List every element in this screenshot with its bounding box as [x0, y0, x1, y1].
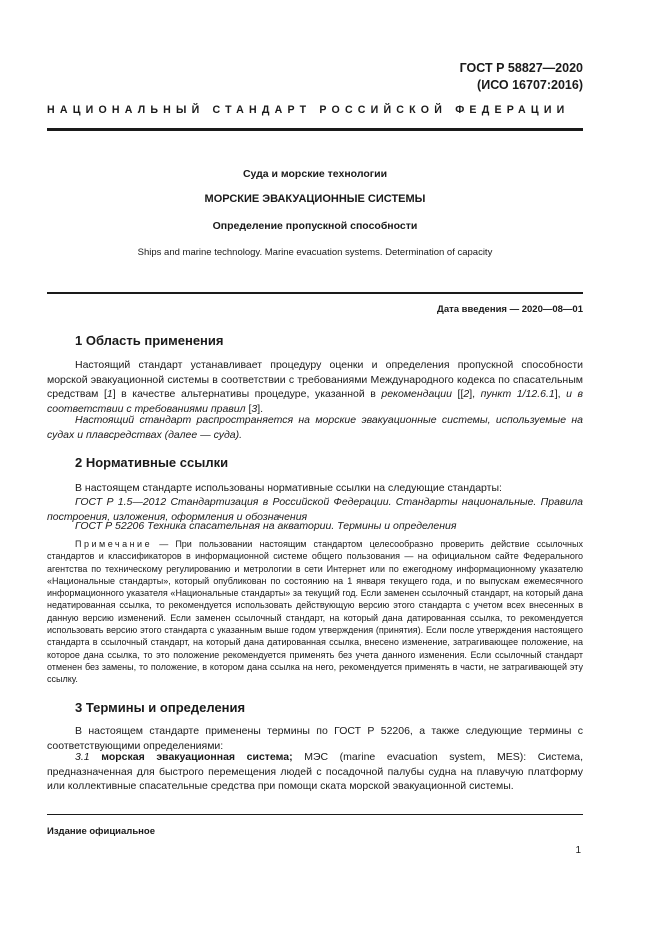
- recommendation-word: рекомендации: [381, 388, 452, 400]
- text-segment: ].: [257, 402, 264, 415]
- text-segment: ],: [469, 388, 481, 400]
- section-3-heading: 3 Термины и определения: [75, 700, 246, 715]
- note-text: — При пользовании настоящим стандартом целесообразно проверить действие ссылочных стандартов и классификаторов в информационной системе общего пользования — на официальном сайте Федерального агентства по техническому регулированию и метрологии в сети Интернет или по ежегодному информационному указателю «Национальные стандарты», который опубликован по состоянию на 1 января текущего года, и по выпускам ежемесячного информационного указателя «Национальные стандарты» за текущий год. Если заменен ссылочный стандарт, на который дана недатированная ссылка, то рекомендуется использовать действующую версию этого стандарта с учетом всех внесенных в данную версию изменений. Если заменен ссылочный стандарт, на который дана датированная ссылка, то рекомендуется использовать версию этого стандарта с указанным выше годом утверждения (принятия). Если после утверждения настоящего стандарта в ссылочный стандарт, на который дана датированная ссылка, внесено изменение, затрагивающее положение, на которое дана ссылка, то это положение рекомендуется применять без учета данного изменения. Если ссылочный стандарт отменен без замены, то положение, в котором дана ссылка на него, рекомендуется применять в части, не затрагивающей эту ссылку.: [47, 539, 583, 685]
- section-1-heading: 1 Область применения: [75, 333, 224, 348]
- term-definition-text: МЭС (marine evacuation system, MES): Система, предназначенная для быстрого перемещения людей с посадочной палубы судна на плавучую платформу или коллективные спасательные средства при помощи ската морской эвакуационной системы.: [47, 751, 583, 792]
- normative-reference-1: ГОСТ Р 1.5—2012 Стандартизация в Российской Федерации. Стандарты национальные. Правила построения, изложения, оформления и обозначения: [47, 496, 583, 523]
- normative-reference-2: ГОСТ Р 52206 Техника спасательная на акватории. Термины и определения: [75, 520, 457, 532]
- section-3-paragraph-1: В настоящем стандарте применены термины по ГОСТ Р 52206, а также следующие термины с соответствующими определениями:: [47, 725, 583, 752]
- text-segment: ],: [554, 388, 567, 400]
- title-line-1: Суда и морские технологии: [242, 168, 388, 180]
- reference-1: 1: [106, 388, 113, 400]
- note-label: Примечание: [75, 539, 153, 549]
- rules-text: и в соответствии с требованиями правил: [47, 388, 583, 415]
- point-reference: пункт 1/12.6.1: [480, 388, 555, 400]
- header-divider: [47, 128, 583, 131]
- title-english: Ships and marine technology. Marine evacuation systems. Determination of capacity: [137, 247, 493, 258]
- term-number: 3.1: [75, 751, 90, 763]
- title-divider: [47, 292, 583, 294]
- term-name: морская эвакуационная система;: [101, 751, 293, 763]
- title-line-3: Определение пропускной способности: [212, 220, 418, 232]
- text-segment: Настоящий стандарт устанавливает процедуру оценки и определения пропускной способности морской эвакуационной системы в соответствии с требованиями Международного кодекса по спасательным средствам [: [47, 359, 583, 400]
- edition-label: Издание официальное: [47, 826, 155, 837]
- text-segment: [: [245, 402, 252, 415]
- section-1-paragraph-1: [47, 358, 583, 416]
- gost-number: ГОСТ Р 58827—2020: [459, 61, 583, 75]
- national-standard-title: НАЦИОНАЛЬНЫЙ СТАНДАРТ РОССИЙСКОЙ ФЕДЕРАЦИИ: [47, 104, 570, 116]
- title-line-2: МОРСКИЕ ЭВАКУАЦИОННЫЕ СИСТЕМЫ: [204, 193, 426, 205]
- reference-2: 2: [463, 388, 470, 400]
- section-2-paragraph-1: В настоящем стандарте использованы нормативные ссылки на следующие стандарты:: [75, 482, 502, 494]
- document-id-block: [460, 60, 583, 94]
- text-segment: ] в качестве альтернативы процедуре, указанной в: [112, 388, 382, 400]
- text-segment: [[: [451, 388, 464, 400]
- section-2-note: [47, 538, 583, 686]
- footer-divider: [47, 814, 583, 815]
- term-definition: [47, 750, 583, 794]
- section-2-heading: 2 Нормативные ссылки: [75, 455, 229, 470]
- reference-3: 3: [251, 402, 258, 415]
- section-1-paragraph-2: Настоящий стандарт распространяется на морские эвакуационные системы, используемые на судах и плавсредствах (далее — суда).: [47, 414, 583, 441]
- introduction-date: Дата введения — 2020—08—01: [437, 304, 583, 315]
- iso-number: (ИСО 16707:2016): [477, 78, 583, 92]
- page-number: 1: [575, 845, 581, 856]
